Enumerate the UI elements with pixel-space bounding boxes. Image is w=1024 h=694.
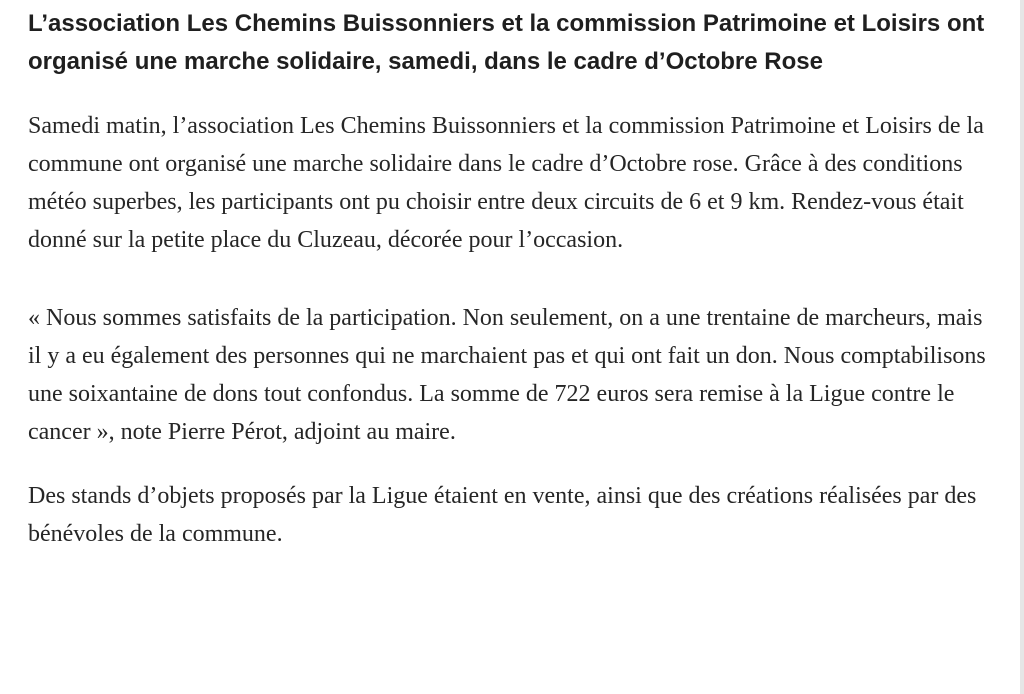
article-paragraph-stands: Des stands d’objets proposés par la Ligue étaient en vente, ainsi que des créations réalisées par des bénévoles de la commune. — [28, 483, 977, 547]
article-paragraph-intro: Samedi matin, l’association Les Chemins Buissonniers et la commission Patrimoine et Loisirs de la commune ont organisé une marche solidaire dans le cadre d’Octobre rose. Grâce à des conditions météo superbes, les participants ont pu choisir entre deux circuits de 6 et 9 km. Rendez-vous était donné sur la petite place du Cluzeau, décorée pour l’occasion. — [28, 113, 984, 253]
article-title: L’association Les Chemins Buissonniers et la commission Patrimoine et Loisirs ont organisé une marche solidaire, samedi, dans le cadre d’Octobre Rose — [28, 10, 985, 75]
article-paragraph-quote: « Nous sommes satisfaits de la participation. Non seulement, on a une trentaine de marcheurs, mais il y a eu également des personnes qui ne marchaient pas et qui ont fait un don. Nous comptabilisons une soixantaine de dons tout confondus. La somme de 722 euros sera remise à la Ligue contre le cancer », note Pierre Pérot, adjoint au maire. — [28, 305, 986, 445]
page-edge-divider — [1020, 0, 1024, 694]
